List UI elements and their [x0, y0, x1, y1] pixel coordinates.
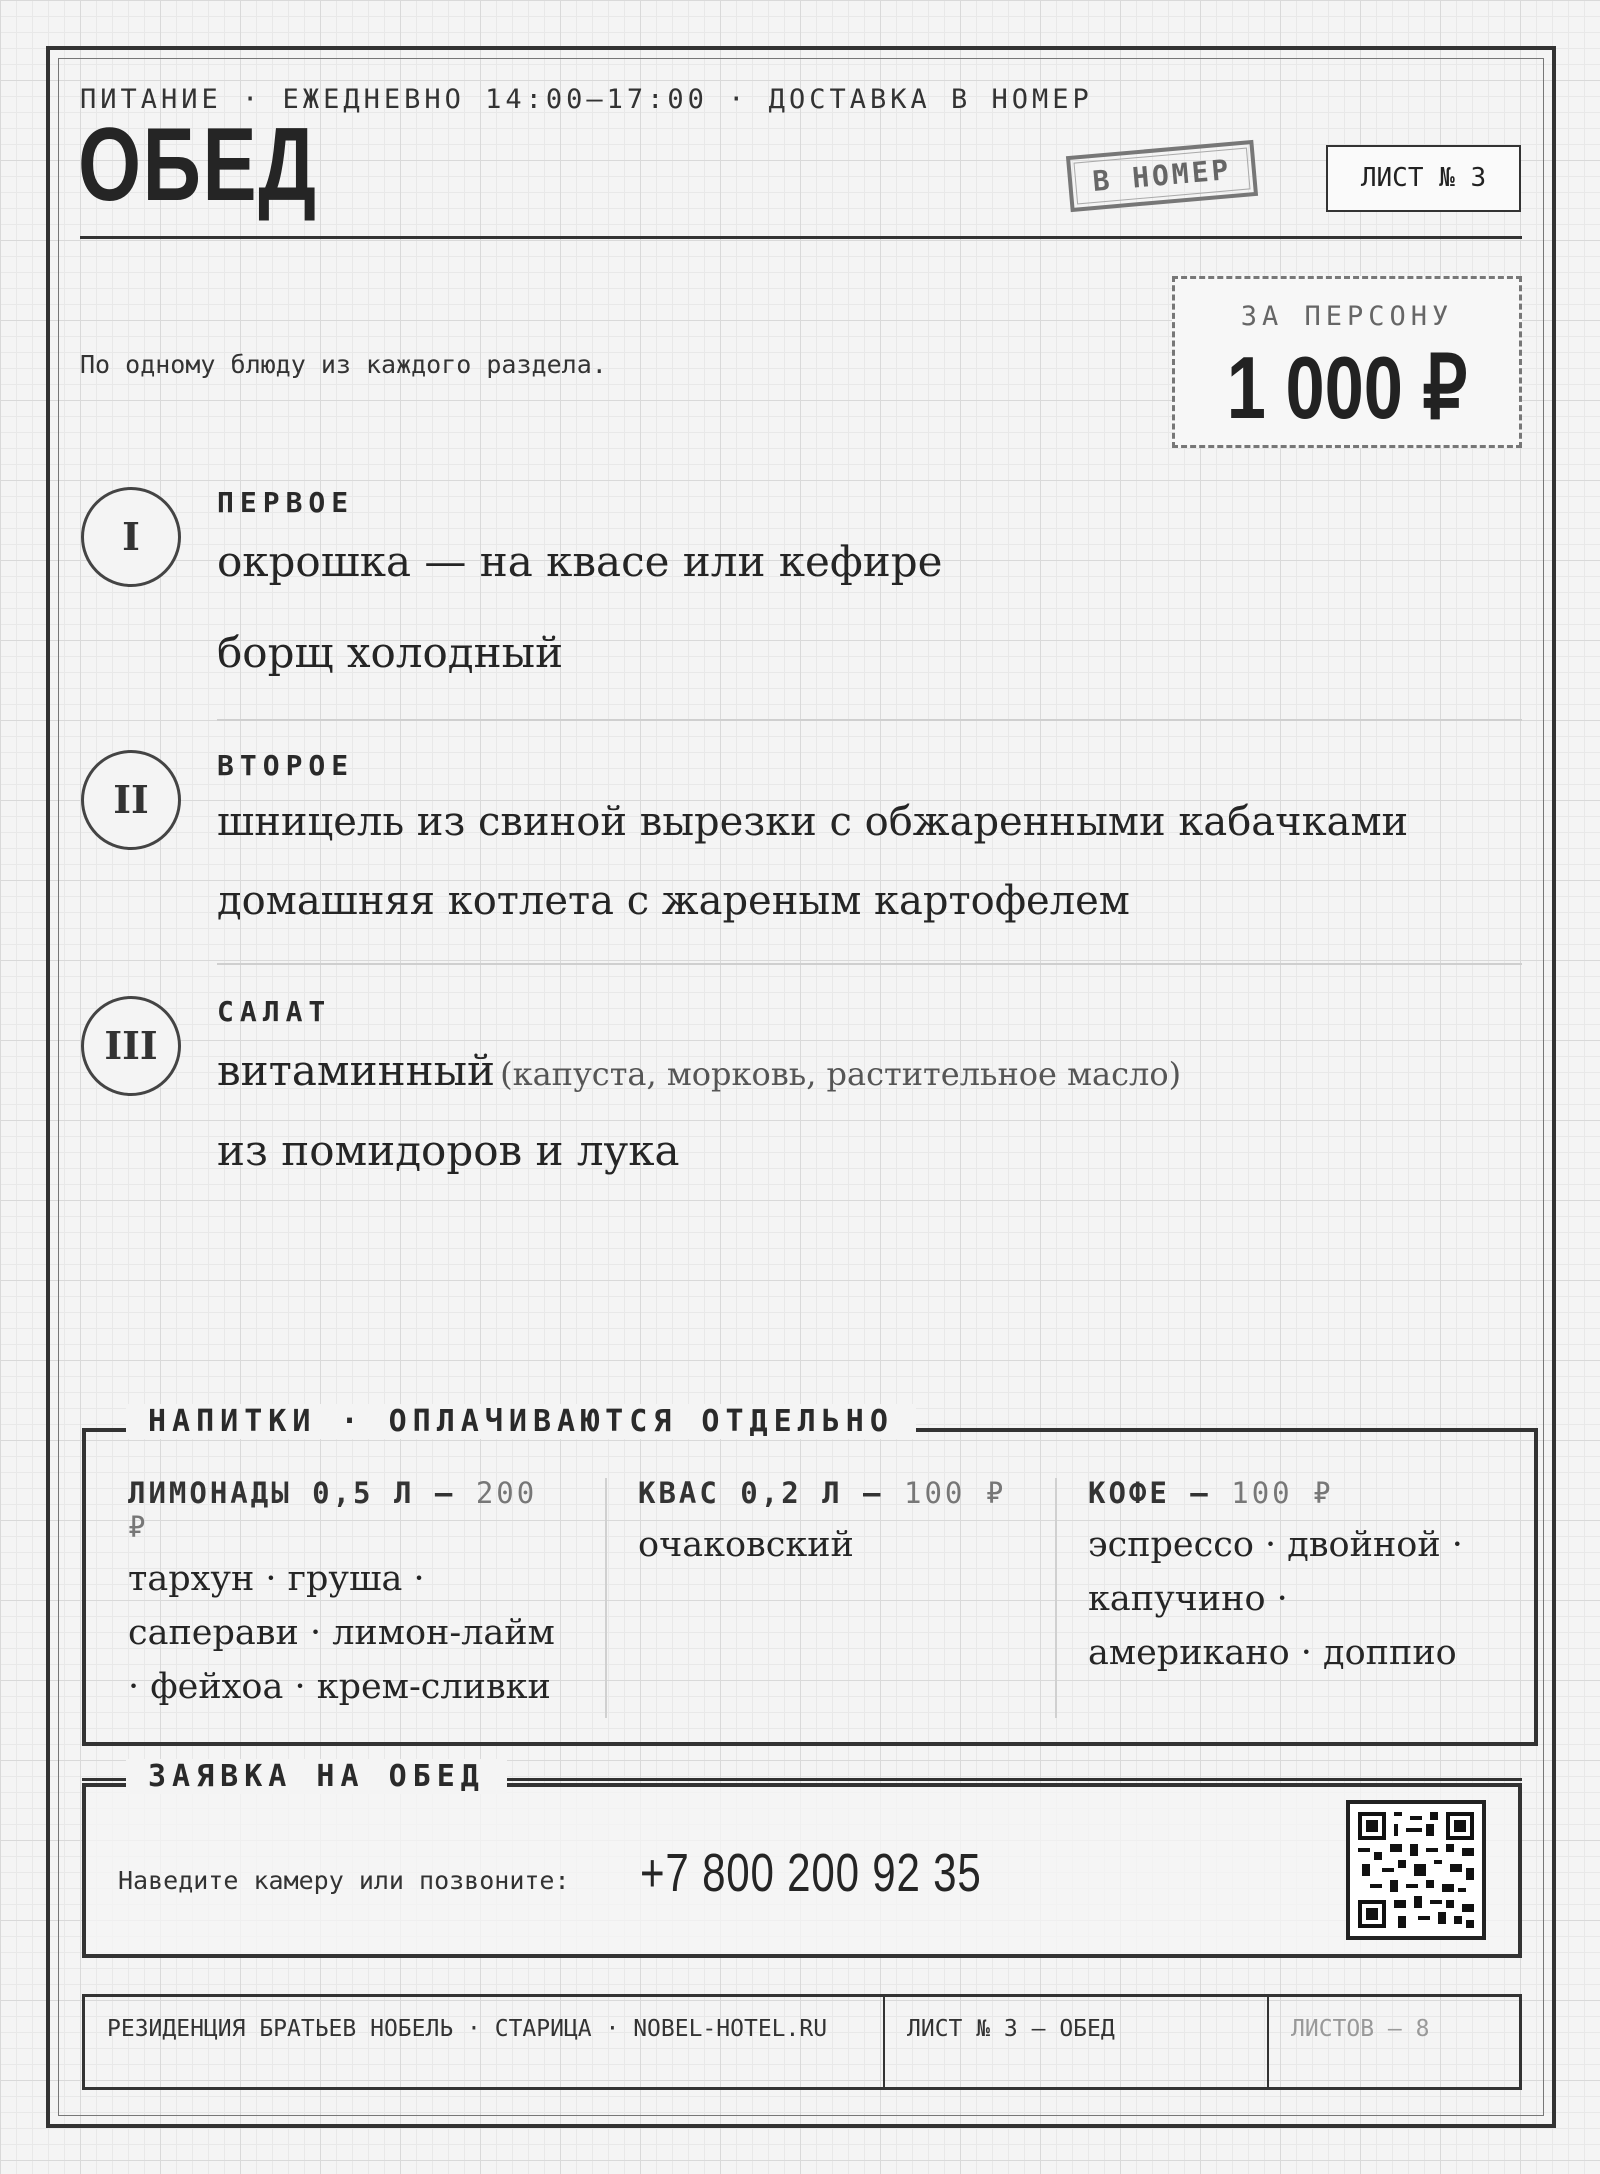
drink-items: эспрессо · двойной · капучино · американо · доппио: [1088, 1525, 1463, 1673]
sheet-number-badge: ЛИСТ № 3: [1326, 145, 1521, 212]
dish-item: шницель из свиной вырезки с обжаренными кабачками: [217, 799, 1409, 845]
phone-number[interactable]: +7 800 200 92 35: [640, 1843, 982, 1903]
room-delivery-stamp: В НОМЕР: [1066, 140, 1258, 212]
header-kicker: ПИТАНИЕ · ЕЖЕДНЕВНО 14:00–17:00 · ДОСТАВКА В НОМЕР: [80, 84, 1093, 115]
drinks-column-kvass: [638, 1476, 1038, 1572]
price-box: [1172, 276, 1522, 448]
drink-heading: [1088, 1476, 1498, 1510]
section-title-second: ВТОРОЕ: [217, 749, 355, 782]
dish-note: (капуста, морковь, растительное масло): [500, 1055, 1182, 1093]
section-title-salad: САЛАТ: [217, 995, 332, 1028]
drink-items: очаковский: [638, 1525, 854, 1565]
header-divider: [80, 236, 1522, 239]
drink-name: КОФЕ —: [1088, 1476, 1211, 1510]
footer: [82, 1994, 1522, 2090]
drink-name: КВАС 0,2 Л —: [638, 1476, 884, 1510]
section-numeral-3: III: [81, 996, 181, 1096]
column-divider: [605, 1478, 607, 1718]
dish-item-with-note: [217, 1046, 1181, 1095]
drink-items: тархун · груша · саперави · лимон-лайм · фейхоа · крем-сливки: [128, 1559, 555, 1707]
drink-price: 100 ₽: [903, 1476, 1007, 1510]
dish-item: домашняя котлета с жареным картофелем: [217, 878, 1130, 924]
drinks-column-lemonade: [128, 1476, 568, 1714]
dish-item: борщ холодный: [217, 628, 564, 677]
footer-hotel: РЕЗИДЕНЦИЯ БРАТЬЕВ НОБЕЛЬ · СТАРИЦА · NOBEL-HOTEL.RU: [85, 1997, 885, 2087]
qr-code-icon[interactable]: [1346, 1800, 1486, 1940]
drink-heading: [128, 1476, 568, 1544]
drink-name: ЛИМОНАДЫ 0,5 Л —: [128, 1476, 456, 1510]
drink-heading: [638, 1476, 1038, 1510]
section-numeral-1: I: [81, 487, 181, 587]
dish-name: витаминный: [217, 1046, 495, 1095]
section-title-first: ПЕРВОЕ: [217, 486, 355, 519]
order-caption: ЗАЯВКА НА ОБЕД: [126, 1759, 507, 1794]
drinks-column-coffee: [1088, 1476, 1498, 1680]
page-title: ОБЕД: [78, 107, 318, 223]
footer-sheet-count: ЛИСТОВ — 8: [1291, 2016, 1430, 2042]
drinks-caption: НАПИТКИ · ОПЛАЧИВАЮТСЯ ОТДЕЛЬНО: [126, 1404, 916, 1439]
price-label: ЗА ПЕРСОНУ: [1240, 301, 1454, 332]
dish-item: из помидоров и лука: [217, 1126, 680, 1175]
section-divider: [217, 963, 1522, 965]
dish-item: окрошка — на квасе или кефире: [217, 537, 943, 586]
intro-text: По одному блюду из каждого раздела.: [80, 350, 607, 379]
drink-price: 200 ₽: [128, 1476, 538, 1544]
order-prompt: Наведите камеру или позвоните:: [118, 1866, 570, 1895]
section-divider: [217, 719, 1522, 721]
price-value: 1 000 ₽: [1226, 338, 1468, 437]
section-numeral-2: II: [81, 750, 181, 850]
column-divider: [1055, 1478, 1057, 1718]
drink-price: 100 ₽: [1231, 1476, 1334, 1510]
footer-sheet: ЛИСТ № 3 — ОБЕД: [885, 1997, 1269, 2087]
